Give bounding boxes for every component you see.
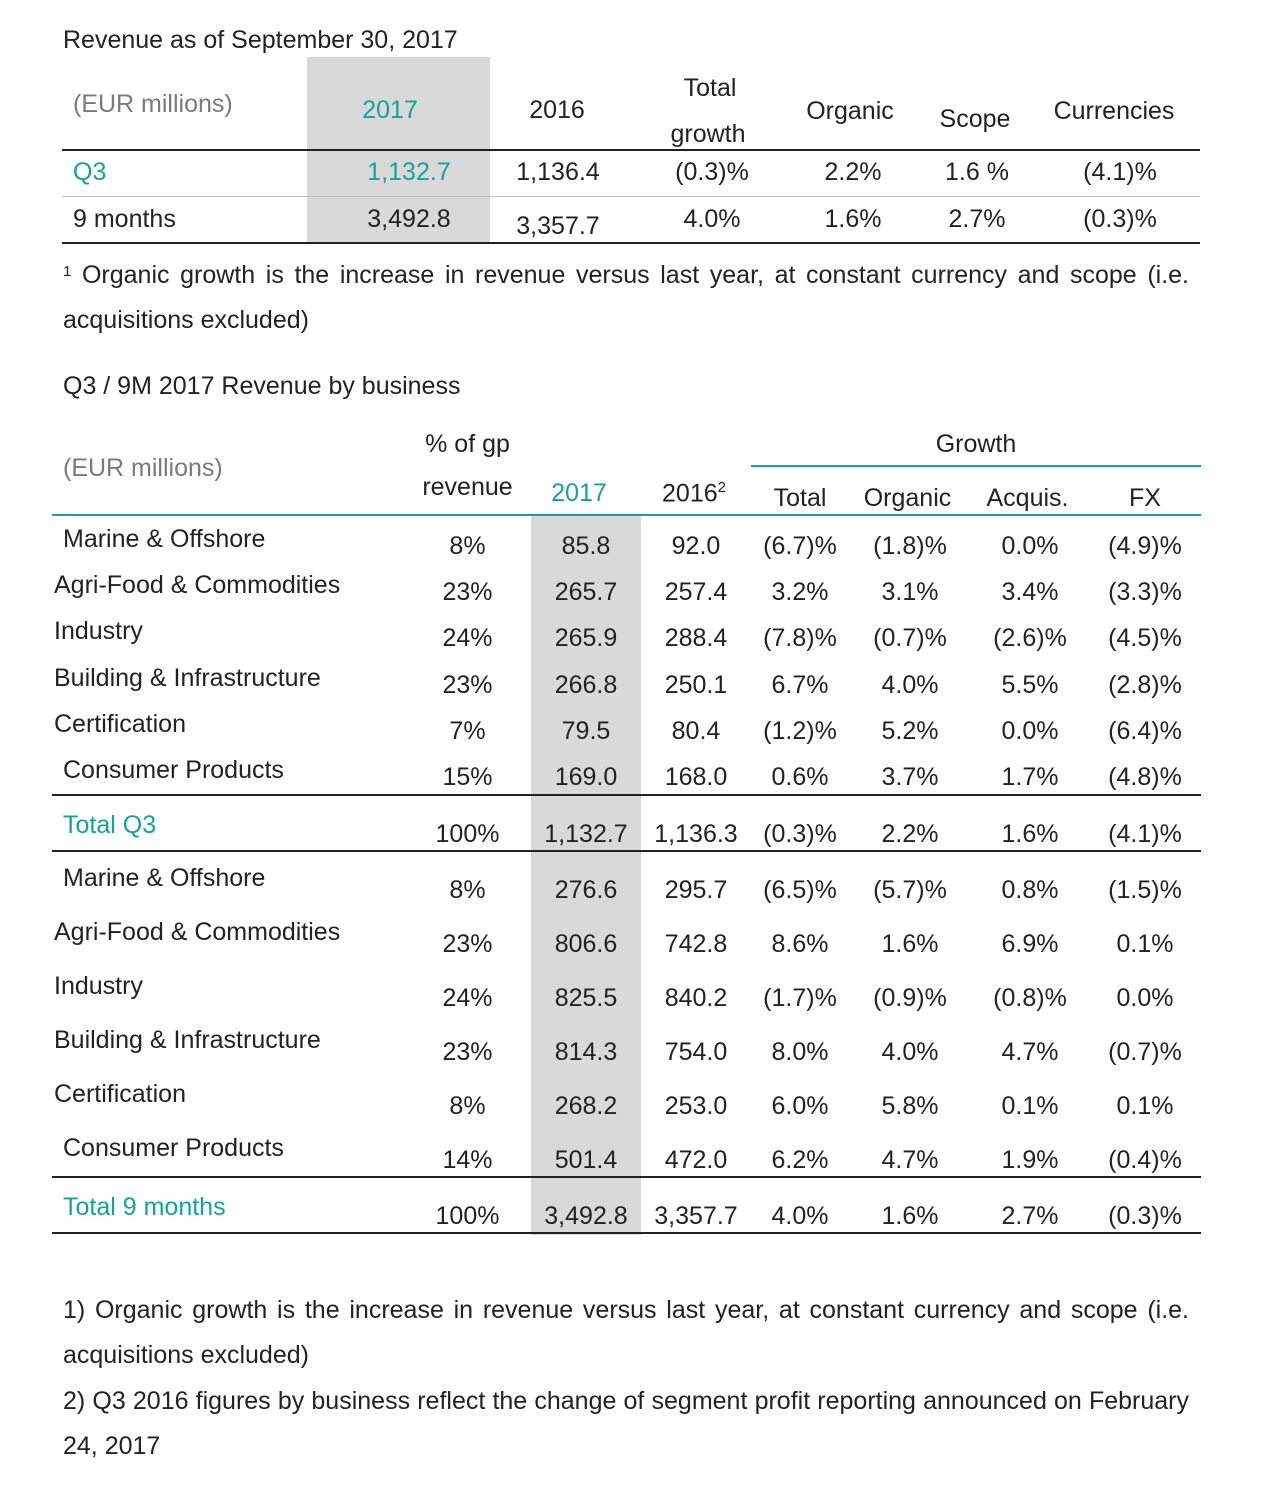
m9-row-2-y2016: 840.2 xyxy=(664,984,728,1012)
m9-row-2-acquis: (0.8)% xyxy=(993,984,1067,1012)
m9-row-5-organic: 4.7% xyxy=(881,1146,939,1174)
row-label-9months: 9 months xyxy=(73,205,176,233)
q3-row-0-label: Marine & Offshore xyxy=(63,525,266,553)
q3-row-1-organic: 3.1% xyxy=(881,578,939,607)
m9-row-0-label: Marine & Offshore xyxy=(63,864,266,892)
header-2017: 2017 xyxy=(362,96,418,124)
header-growth: Growth xyxy=(935,430,1017,458)
q3-row-0-fx: (4.9)% xyxy=(1108,532,1182,560)
9m-total-bottom-rule xyxy=(52,1232,1201,1234)
q3-row-2-y2016: 288.4 xyxy=(664,624,728,653)
cell-q3-scope: 1.6 % xyxy=(945,158,1009,186)
m9-row-4-y2016: 253.0 xyxy=(664,1092,728,1120)
header-pct-line2: revenue xyxy=(422,473,513,501)
cell-q3-2016: 1,136.4 xyxy=(516,158,600,186)
q3-row-3-organic: 4.0% xyxy=(881,670,939,699)
q3-row-1-y2016: 257.4 xyxy=(664,578,728,607)
q3-row-4-fx: (6.4)% xyxy=(1108,716,1182,745)
table1-bottom-rule xyxy=(62,242,1200,244)
m9-row-1-y2016: 742.8 xyxy=(664,930,728,958)
m9-row-0-organic: (5.7)% xyxy=(873,876,947,904)
m9-row-0-y2016: 295.7 xyxy=(664,876,728,904)
q3-row-0-y2017: 85.8 xyxy=(561,532,611,560)
q3-row-5-y2016: 168.0 xyxy=(664,763,728,791)
m9-row-3-total: 8.0% xyxy=(771,1038,829,1066)
q3-total-organic: 2.2% xyxy=(881,820,939,848)
header-2016-text: 2016 xyxy=(662,479,718,508)
header-organic: Organic xyxy=(863,484,952,512)
header-currencies: Currencies xyxy=(1053,97,1175,125)
m9-row-0-fx: (1.5)% xyxy=(1108,876,1182,904)
table1-header-rule xyxy=(62,149,1200,151)
header-2016 xyxy=(646,479,742,508)
m9-row-5-fx: (0.4)% xyxy=(1108,1146,1182,1174)
m9-total-pct: 100% xyxy=(435,1202,500,1230)
m9-total-y2016: 3,357.7 xyxy=(654,1202,738,1230)
q3-row-0-organic: (1.8)% xyxy=(873,532,947,560)
cell-9m-total: 4.0% xyxy=(683,205,741,233)
q3-row-4-acquis: 0.0% xyxy=(1001,716,1059,745)
cell-9m-2016: 3,357.7 xyxy=(516,212,600,240)
q3-row-3-pct: 23% xyxy=(442,670,493,699)
m9-row-2-total: (1.7)% xyxy=(763,984,837,1012)
m9-row-1-acquis: 6.9% xyxy=(1001,930,1059,958)
q3-row-5-fx: (4.8)% xyxy=(1108,763,1182,791)
q3-row-0-pct: 8% xyxy=(449,532,486,560)
q3-row-2-pct: 24% xyxy=(442,624,493,653)
m9-row-4-organic: 5.8% xyxy=(881,1092,939,1120)
footnote-marker: 1 xyxy=(63,263,72,280)
q3-row-1-total: 3.2% xyxy=(771,578,829,607)
q3-row-5-label: Consumer Products xyxy=(63,756,284,784)
growth-header-rule xyxy=(751,465,1201,467)
header-2016-superscript: 2 xyxy=(717,479,726,496)
m9-row-2-label: Industry xyxy=(54,972,143,1000)
m9-row-4-fx: 0.1% xyxy=(1116,1092,1174,1120)
m9-row-1-organic: 1.6% xyxy=(881,930,939,958)
m9-total-fx: (0.3)% xyxy=(1108,1202,1182,1230)
cell-q3-organic: 2.2% xyxy=(824,158,882,186)
table1-footnote xyxy=(63,253,1189,343)
q3-row-1-acquis: 3.4% xyxy=(1001,578,1059,607)
q3-total-y2017: 1,132.7 xyxy=(544,820,628,848)
q3-row-5-y2017: 169.0 xyxy=(554,763,618,791)
m9-row-5-pct: 14% xyxy=(442,1146,493,1174)
q3-row-3-total: 6.7% xyxy=(771,670,829,699)
q3-row-2-y2017: 265.9 xyxy=(554,624,618,653)
m9-row-4-pct: 8% xyxy=(449,1092,486,1120)
q3-row-4-total: (1.2)% xyxy=(763,716,837,745)
q3-row-0-acquis: 0.0% xyxy=(1001,532,1059,560)
m9-row-5-acquis: 1.9% xyxy=(1001,1146,1059,1174)
q3-total-label: Total Q3 xyxy=(63,811,157,839)
m9-row-3-pct: 23% xyxy=(442,1038,493,1066)
row-label-q3: Q3 xyxy=(73,158,107,186)
q3-total-total: (0.3)% xyxy=(763,820,837,848)
q3-row-5-pct: 15% xyxy=(442,763,493,791)
cell-q3-2017: 1,132.7 xyxy=(367,158,451,186)
m9-row-1-total: 8.6% xyxy=(771,930,829,958)
m9-row-0-total: (6.5)% xyxy=(763,876,837,904)
header-acquis: Acquis. xyxy=(986,484,1069,512)
q3-row-4-pct: 7% xyxy=(449,716,486,745)
m9-row-5-total: 6.2% xyxy=(771,1146,829,1174)
m9-row-1-fx: 0.1% xyxy=(1116,930,1174,958)
highlight-column-2017 xyxy=(531,515,641,1235)
m9-row-0-y2017: 276.6 xyxy=(554,876,618,904)
header-fx: FX xyxy=(1129,484,1161,512)
q3-total-top-rule xyxy=(52,794,1201,796)
footnote-2: 2) Q3 2016 figures by business reflect the change of segment profit reporting announced on February 24, 2017 xyxy=(63,1387,1189,1460)
m9-row-4-total: 6.0% xyxy=(771,1092,829,1120)
q3-row-1-pct: 23% xyxy=(442,578,493,607)
m9-row-3-y2017: 814.3 xyxy=(554,1038,618,1066)
q3-row-5-organic: 3.7% xyxy=(881,763,939,791)
m9-row-3-fx: (0.7)% xyxy=(1108,1038,1182,1066)
cell-9m-scope: 2.7% xyxy=(948,205,1006,233)
q3-row-2-fx: (4.5)% xyxy=(1108,624,1182,653)
m9-total-organic: 1.6% xyxy=(881,1202,939,1230)
header-organic: Organic xyxy=(806,97,894,125)
q3-row-2-acquis: (2.6)% xyxy=(993,624,1067,653)
q3-row-5-total: 0.6% xyxy=(771,763,829,791)
m9-row-5-y2017: 501.4 xyxy=(554,1146,618,1174)
m9-row-1-y2017: 806.6 xyxy=(554,930,618,958)
q3-row-1-label: Agri-Food & Commodities xyxy=(54,571,341,600)
m9-row-1-pct: 23% xyxy=(442,930,493,958)
q3-row-1-y2017: 265.7 xyxy=(554,578,618,607)
m9-row-2-pct: 24% xyxy=(442,984,493,1012)
m9-row-2-organic: (0.9)% xyxy=(873,984,947,1012)
q3-row-3-acquis: 5.5% xyxy=(1001,670,1059,699)
m9-row-4-acquis: 0.1% xyxy=(1001,1092,1059,1120)
header-2016: 2016 xyxy=(529,96,585,124)
q3-total-pct: 100% xyxy=(435,820,500,848)
table2-header-rule xyxy=(52,514,1201,516)
header-total: Total xyxy=(773,484,827,512)
header-pct-line1: % of gp xyxy=(425,430,510,458)
q3-row-3-y2017: 266.8 xyxy=(554,670,618,699)
m9-row-3-y2016: 754.0 xyxy=(664,1038,728,1066)
q3-row-0-total: (6.7)% xyxy=(763,532,837,560)
m9-total-y2017: 3,492.8 xyxy=(544,1202,628,1230)
q3-row-2-total: (7.8)% xyxy=(763,624,837,653)
q3-row-2-organic: (0.7)% xyxy=(873,624,947,653)
q3-row-3-y2016: 250.1 xyxy=(664,670,728,699)
q3-row-5-acquis: 1.7% xyxy=(1001,763,1059,791)
m9-total-acquis: 2.7% xyxy=(1001,1202,1059,1230)
unit-label: (EUR millions) xyxy=(63,454,223,482)
cell-q3-currencies: (4.1)% xyxy=(1083,158,1157,186)
header-total-growth-line2: growth xyxy=(670,120,746,148)
cell-9m-organic: 1.6% xyxy=(824,205,882,233)
q3-row-4-organic: 5.2% xyxy=(881,716,939,745)
q3-total-bottom-rule xyxy=(52,850,1201,852)
business-table-title: Q3 / 9M 2017 Revenue by business xyxy=(63,372,461,400)
q3-total-y2016: 1,136.3 xyxy=(654,820,738,848)
unit-label: (EUR millions) xyxy=(73,90,233,118)
q3-row-4-label: Certification xyxy=(54,709,186,738)
m9-row-1-label: Agri-Food & Commodities xyxy=(54,918,341,946)
cell-9m-currencies: (0.3)% xyxy=(1083,205,1157,233)
q3-row-0-y2016: 92.0 xyxy=(671,532,721,560)
m9-row-3-organic: 4.0% xyxy=(881,1038,939,1066)
m9-row-4-label: Certification xyxy=(54,1080,186,1108)
m9-total-total: 4.0% xyxy=(771,1202,829,1230)
q3-row-4-y2016: 80.4 xyxy=(671,716,721,745)
m9-row-3-acquis: 4.7% xyxy=(1001,1038,1059,1066)
revenue-table-title: Revenue as of September 30, 2017 xyxy=(63,26,458,54)
footnote-text: Organic growth is the increase in revenue versus last year, at constant currency and scope (i.e. acquisitions excluded) xyxy=(63,261,1189,334)
m9-row-4-y2017: 268.2 xyxy=(554,1092,618,1120)
q3-total-fx: (4.1)% xyxy=(1108,820,1182,848)
m9-row-5-y2016: 472.0 xyxy=(664,1146,728,1174)
q3-row-3-fx: (2.8)% xyxy=(1108,670,1182,699)
q3-row-1-fx: (3.3)% xyxy=(1108,578,1182,607)
header-2017: 2017 xyxy=(551,479,607,507)
m9-row-2-y2017: 825.5 xyxy=(554,984,618,1012)
footnote-1: 1) Organic growth is the increase in revenue versus last year, at constant currency and scope (i.e. acquisitions excluded) xyxy=(63,1296,1189,1369)
9m-total-top-rule xyxy=(52,1176,1201,1178)
header-scope: Scope xyxy=(939,105,1011,133)
q3-row-2-label: Industry xyxy=(54,617,143,646)
m9-row-5-label: Consumer Products xyxy=(63,1134,284,1162)
m9-total-label: Total 9 months xyxy=(63,1193,226,1221)
cell-q3-total: (0.3)% xyxy=(675,158,749,186)
q3-total-acquis: 1.6% xyxy=(1001,820,1059,848)
cell-9m-2017: 3,492.8 xyxy=(367,205,451,233)
m9-row-2-fx: 0.0% xyxy=(1116,984,1174,1012)
q3-row-4-y2017: 79.5 xyxy=(561,716,611,745)
m9-row-0-pct: 8% xyxy=(449,876,486,904)
q3-row-3-label: Building & Infrastructure xyxy=(54,663,321,692)
header-total-growth-line1: Total xyxy=(683,74,737,102)
table1-row-divider xyxy=(62,196,1200,197)
m9-row-0-acquis: 0.8% xyxy=(1001,876,1059,904)
m9-row-3-label: Building & Infrastructure xyxy=(54,1026,321,1054)
